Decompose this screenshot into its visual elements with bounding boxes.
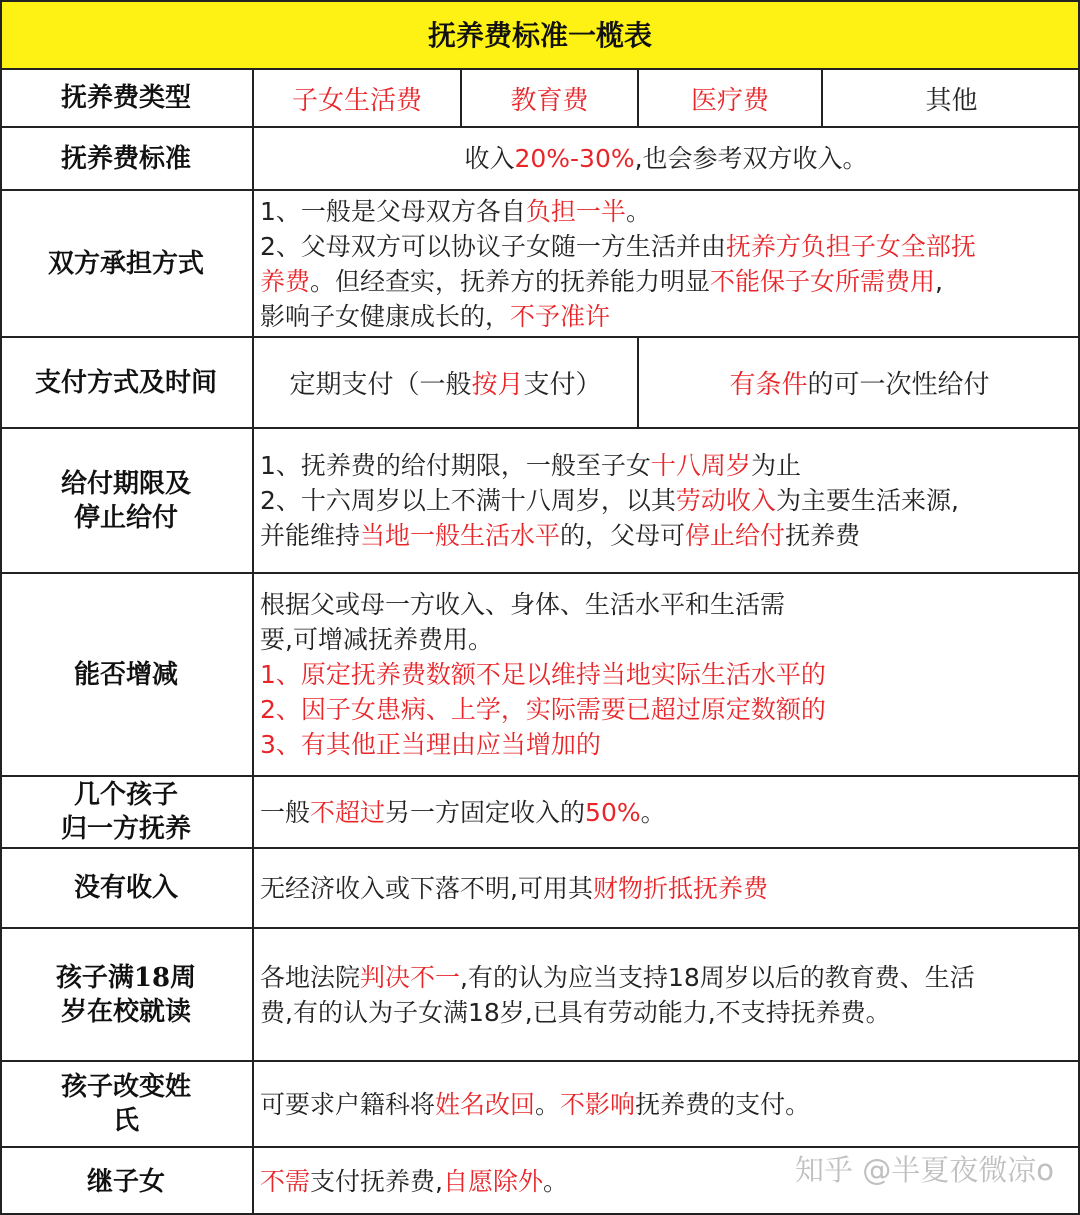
- row-label: 几个孩子 归一方抚养: [0, 777, 254, 847]
- row-surname-change: [0, 1062, 1080, 1148]
- text-line: 并能维持当地一般生活水平的，父母可停止给付抚养费: [260, 521, 861, 550]
- type-living-expenses: 子女生活费: [254, 70, 462, 126]
- payment-lump-sum: 有条件的可一次性给付: [729, 370, 990, 400]
- type-education: 教育费: [462, 70, 639, 126]
- text-line: 一般不超过另一方固定收入的50%。: [260, 797, 666, 827]
- row-label: 抚养费标准: [0, 128, 254, 189]
- row-content: [254, 1062, 1080, 1146]
- row-label: 孩子满18周 岁在校就读: [0, 929, 254, 1060]
- text-line: 可要求户籍科将姓名改回。不影响抚养费的支付。: [260, 1089, 811, 1119]
- text-line: 1、一般是父母双方各自负担一半。: [260, 196, 651, 226]
- row-content: [254, 429, 1080, 572]
- row-content: [254, 777, 1080, 847]
- row-support-type: [0, 70, 1080, 128]
- text-line: 2、父母双方可以协议子女随一方生活并由抚养方负担子女全部抚: [260, 231, 976, 261]
- row-label: 没有收入: [0, 849, 254, 927]
- text-line: 不需支付抚养费,自愿除外。: [260, 1167, 568, 1196]
- row-multiple-children: [0, 777, 1080, 849]
- text-line: 养费。但经查实，抚养方的抚养能力明显不能保子女所需费用,: [260, 266, 943, 296]
- row-label: 支付方式及时间: [0, 338, 254, 427]
- row-over-18-in-school: [0, 929, 1080, 1062]
- row-content: [254, 849, 1080, 927]
- text-line: 2、十六周岁以上不满十八周岁，以其劳动收入为主要生活来源,: [260, 486, 959, 515]
- text-line: 2、因子女患病、上学，实际需要已超过原定数额的: [260, 695, 826, 724]
- text-line: 3、有其他正当理由应当增加的: [260, 730, 601, 759]
- row-payment-method: [0, 338, 1080, 429]
- payment-periodic: 定期支付（一般按月支付）: [254, 338, 639, 427]
- text-line: 根据父或母一方收入、身体、生活水平和生活需: [260, 590, 786, 619]
- text-line: 1、原定抚养费数额不足以维持当地实际生活水平的: [260, 660, 826, 689]
- row-label: 双方承担方式: [0, 191, 254, 336]
- row-content: [254, 128, 1080, 189]
- text-line: 1、抚养费的给付期限，一般至子女十八周岁为止: [260, 451, 801, 480]
- row-label: 给付期限及 停止给付: [0, 429, 254, 572]
- row-label: 抚养费类型: [0, 70, 254, 126]
- type-medical: 医疗费: [639, 70, 823, 126]
- text-line: 要,可增减抚养费用。: [260, 625, 493, 654]
- text-line: 无经济收入或下落不明,可用其财物折抵抚养费: [260, 873, 768, 903]
- row-no-income: [0, 849, 1080, 929]
- row-label: 孩子改变姓 氏: [0, 1062, 254, 1146]
- row-support-standard: [0, 128, 1080, 191]
- text-line: 各地法院判决不一,有的认为应当支持18周岁以后的教育费、生活: [260, 962, 975, 992]
- text-line: 影响子女健康成长的，不予准许: [260, 301, 611, 331]
- row-label: 继子女: [0, 1148, 254, 1215]
- type-other: 其他: [925, 85, 978, 116]
- table-title: 抚养费标准一榄表: [0, 0, 1080, 70]
- row-adjustment: [0, 574, 1080, 777]
- standard-text: 收入20%-30%,也会参考双方收入。: [464, 144, 868, 173]
- row-content: [254, 574, 1080, 775]
- row-content: [254, 929, 1080, 1060]
- row-payment-period: [0, 429, 1080, 574]
- row-label: 能否增减: [0, 574, 254, 775]
- zhihu-watermark: 知乎 @半夏夜微凉o: [795, 1153, 1054, 1187]
- text-line: 费,有的认为子女满18岁,已具有劳动能力,不支持抚养费。: [260, 997, 891, 1027]
- row-content: [254, 191, 1080, 336]
- row-bearing-method: [0, 191, 1080, 338]
